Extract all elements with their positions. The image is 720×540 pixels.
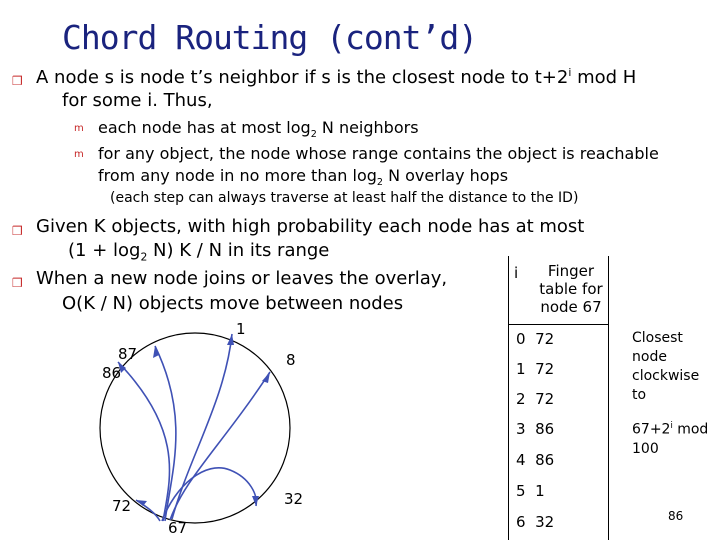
bullet1-line2: for some i. Thus,: [62, 90, 213, 111]
table-row: 4 86: [516, 451, 555, 469]
sub2-line2: from any node in no more than $\log_2 N$ overlay hops: [98, 166, 509, 189]
sub-bullet-marker: m: [74, 123, 84, 134]
node-label-67: 67: [168, 519, 188, 537]
finger-formula-note: $67+2^i$ mod 100: [632, 420, 709, 457]
table-row: 3 86: [516, 420, 555, 438]
chord-to-87: [155, 346, 176, 521]
table-row: 5 1: [516, 482, 545, 500]
table-header-title: Finger table for node 67: [539, 262, 603, 316]
bullet3-line2: O(K / N) objects move between nodes: [62, 293, 404, 314]
bullet2-line2: $(1 + \log_2 N)$ K / N in its range: [68, 240, 330, 264]
table-header-i: i: [514, 264, 519, 282]
node-label-32: 32: [284, 490, 304, 508]
page-title: Chord Routing (cont’d): [62, 18, 478, 57]
table-row: 1 72: [516, 360, 555, 378]
sub2-line1: for any object, the node whose range contains the object is reachable: [98, 144, 659, 163]
parenthetical-note: (each step can always traverse at least half the distance to the ID): [110, 190, 579, 206]
bullet-marker: ❒: [12, 224, 23, 238]
node-label-86: 86: [102, 364, 122, 382]
table-header-divider: [508, 324, 609, 325]
bullet1-line1: A node s is node t’s neighbor if s is the closest node to $t+2^i$ mod H: [36, 66, 637, 88]
table-border-left: [508, 256, 509, 540]
bullet3-line1: When a new node joins or leaves the overlay,: [36, 268, 448, 289]
arrowhead: [262, 372, 270, 383]
closest-node-note: Closest node clockwise to: [632, 330, 700, 403]
node-label-1: 1: [236, 320, 246, 338]
node-label-8: 8: [286, 351, 296, 369]
chord-to-32: [162, 468, 256, 521]
table-row: 6 32: [516, 513, 555, 531]
bullet-marker: ❒: [12, 74, 23, 88]
node-label-87: 87: [118, 345, 138, 363]
arrowhead: [252, 496, 259, 506]
sub-bullet-marker: m: [74, 149, 84, 160]
table-row: 2 72: [516, 390, 555, 408]
bullet-marker: ❒: [12, 276, 23, 290]
table-row: 0 72: [516, 330, 555, 348]
chord-to-1: [172, 334, 232, 519]
table-border-right: [608, 256, 609, 540]
finger-table: [508, 256, 608, 540]
page-number: 86: [668, 509, 684, 523]
sub1-line: each node has at most $\log_2 N$ neighbors: [98, 118, 419, 141]
bullet2-line1: Given K objects, with high probability each node has at most: [36, 216, 585, 237]
node-label-72: 72: [112, 497, 132, 515]
